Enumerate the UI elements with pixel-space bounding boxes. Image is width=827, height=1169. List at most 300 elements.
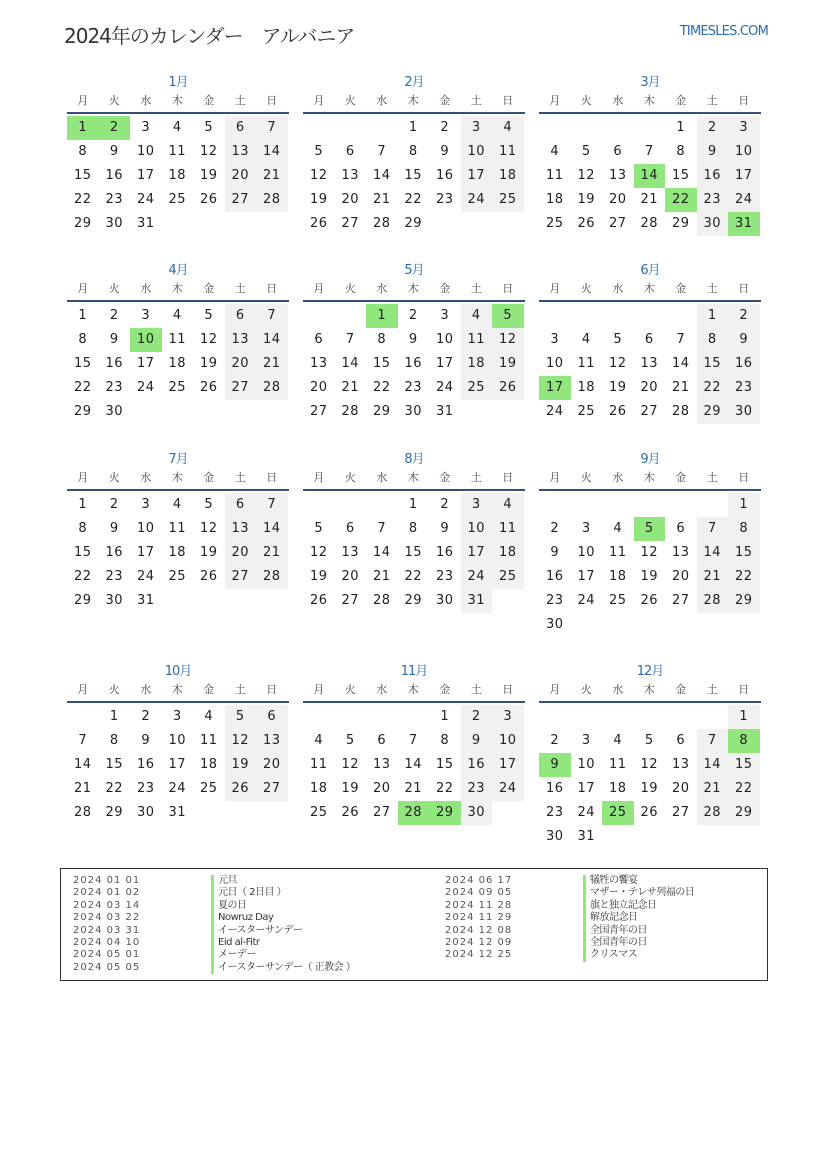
day-cell: 5	[314, 144, 324, 159]
day-cell: 22	[435, 781, 454, 796]
day-cell: 13	[608, 168, 627, 183]
day-cell: 27	[225, 376, 257, 400]
day-cell: 11	[309, 757, 328, 772]
day-cell: 24	[136, 380, 155, 395]
day-cell: 17	[461, 541, 493, 565]
empty-cell	[602, 493, 634, 517]
day-cell: 7	[256, 493, 288, 517]
empty-cell	[303, 705, 335, 729]
weekday-label: 木	[643, 683, 655, 696]
days-grid	[303, 304, 525, 424]
day-cell: 15	[105, 757, 124, 772]
day-cell: 22	[728, 565, 760, 589]
empty-cell	[697, 705, 729, 729]
day-cell: 14	[256, 517, 288, 541]
site-link[interactable]: TIMESLES.COM	[679, 24, 768, 39]
day-cell: 23	[545, 805, 564, 820]
weekday-label: 土	[470, 282, 482, 295]
empty-cell	[366, 493, 398, 517]
day-cell: 19	[199, 356, 218, 371]
day-cell: 12	[640, 545, 659, 560]
day-cell: 22	[404, 192, 423, 207]
day-cell: 15	[671, 168, 690, 183]
day-cell: 30	[697, 212, 729, 236]
day-cell: 23	[404, 380, 423, 395]
day-cell: 17	[728, 164, 760, 188]
weekday-header	[303, 281, 525, 302]
holiday-cell: 28	[398, 801, 430, 825]
day-cell: 8	[408, 521, 418, 536]
day-cell: 20	[640, 380, 659, 395]
day-cell: 29	[671, 216, 690, 231]
day-cell: 13	[256, 729, 288, 753]
day-cell: 17	[577, 781, 596, 796]
month-block	[539, 262, 761, 424]
day-cell: 4	[492, 116, 524, 140]
weekday-label: 土	[706, 94, 718, 107]
empty-cell	[303, 304, 335, 328]
day-cell: 27	[225, 565, 257, 589]
holiday-cell: 22	[665, 188, 697, 212]
weekday-label: 金	[675, 282, 687, 295]
day-cell: 17	[136, 545, 155, 560]
day-cell: 12	[199, 332, 218, 347]
day-cell: 27	[225, 188, 257, 212]
day-cell: 13	[372, 757, 391, 772]
day-cell: 22	[73, 192, 92, 207]
day-cell: 25	[461, 376, 493, 400]
legend-date: 2024 12 08	[445, 924, 513, 936]
legend-date: 2024 12 09	[445, 936, 513, 948]
empty-cell	[697, 493, 729, 517]
day-cell: 2	[550, 733, 560, 748]
empty-cell	[539, 493, 571, 517]
day-cell: 17	[136, 356, 155, 371]
day-cell: 24	[545, 404, 564, 419]
weekday-label: 木	[407, 282, 419, 295]
day-cell: 7	[78, 733, 88, 748]
day-cell: 28	[671, 404, 690, 419]
weekday-label: 日	[502, 94, 514, 107]
weekday-label: 金	[675, 471, 687, 484]
day-cell: 2	[440, 497, 450, 512]
day-cell: 19	[492, 352, 524, 376]
day-cell: 15	[73, 168, 92, 183]
day-cell: 20	[671, 781, 690, 796]
day-cell: 12	[341, 757, 360, 772]
weekday-label: 金	[203, 683, 215, 696]
day-cell: 25	[168, 380, 187, 395]
day-cell: 26	[199, 380, 218, 395]
holiday-cell: 9	[539, 753, 571, 777]
weekday-label: 金	[203, 282, 215, 295]
day-cell: 5	[644, 733, 654, 748]
day-cell: 16	[136, 757, 155, 772]
day-cell: 30	[136, 805, 155, 820]
day-cell: 17	[461, 164, 493, 188]
day-cell: 10	[545, 356, 564, 371]
weekday-label: 火	[108, 471, 120, 484]
day-cell: 4	[172, 120, 182, 135]
month-block	[67, 74, 289, 236]
weekday-label: 月	[77, 282, 89, 295]
day-cell: 23	[105, 569, 124, 584]
day-cell: 6	[613, 144, 623, 159]
day-cell: 7	[345, 332, 355, 347]
day-cell: 8	[408, 144, 418, 159]
day-cell: 10	[492, 729, 524, 753]
day-cell: 20	[225, 541, 257, 565]
weekday-label: 水	[140, 282, 152, 295]
day-cell: 16	[545, 569, 564, 584]
legend-date: 2024 03 31	[73, 924, 141, 936]
day-cell: 1	[109, 709, 119, 724]
day-cell: 28	[73, 805, 92, 820]
day-cell: 4	[314, 733, 324, 748]
day-cell: 30	[545, 829, 564, 844]
weekday-label: 金	[439, 683, 451, 696]
day-cell: 23	[435, 569, 454, 584]
weekday-label: 水	[140, 94, 152, 107]
day-cell: 7	[644, 144, 654, 159]
day-cell: 4	[172, 497, 182, 512]
day-cell: 11	[168, 144, 187, 159]
day-cell: 11	[492, 517, 524, 541]
day-cell: 8	[78, 332, 88, 347]
weekday-label: 水	[140, 471, 152, 484]
day-cell: 8	[728, 517, 760, 541]
day-cell: 10	[461, 517, 493, 541]
weekday-header	[303, 682, 525, 703]
day-cell: 25	[309, 805, 328, 820]
days-grid	[539, 116, 761, 236]
day-cell: 1	[676, 120, 686, 135]
day-cell: 18	[608, 781, 627, 796]
day-cell: 7	[256, 116, 288, 140]
weekday-label: 火	[344, 471, 356, 484]
day-cell: 17	[136, 168, 155, 183]
day-cell: 8	[697, 328, 729, 352]
day-cell: 30	[105, 404, 124, 419]
day-cell: 1	[697, 304, 729, 328]
legend-date: 2024 05 01	[73, 949, 141, 961]
day-cell: 12	[225, 729, 257, 753]
weekday-label: 月	[313, 683, 325, 696]
day-cell: 15	[404, 545, 423, 560]
day-cell: 25	[545, 216, 564, 231]
day-cell: 26	[341, 805, 360, 820]
day-cell: 10	[461, 140, 493, 164]
day-cell: 25	[577, 404, 596, 419]
day-cell: 4	[204, 709, 214, 724]
day-cell: 14	[256, 328, 288, 352]
weekday-label: 月	[77, 94, 89, 107]
day-cell: 19	[309, 192, 328, 207]
day-cell: 23	[435, 192, 454, 207]
day-cell: 16	[435, 168, 454, 183]
day-cell: 16	[461, 753, 493, 777]
legend-holiday-name: イースターサンデー	[211, 925, 303, 937]
weekday-label: 火	[344, 683, 356, 696]
day-cell: 1	[408, 497, 418, 512]
weekday-header	[303, 470, 525, 491]
day-cell: 31	[461, 589, 493, 613]
day-cell: 21	[671, 380, 690, 395]
day-cell: 2	[461, 705, 493, 729]
day-cell: 30	[105, 593, 124, 608]
day-cell: 9	[550, 545, 560, 560]
day-cell: 16	[545, 781, 564, 796]
weekday-header	[67, 93, 289, 114]
day-cell: 11	[168, 521, 187, 536]
day-cell: 11	[577, 356, 596, 371]
day-cell: 15	[435, 757, 454, 772]
empty-cell	[634, 304, 666, 328]
day-cell: 24	[136, 192, 155, 207]
day-cell: 26	[492, 376, 524, 400]
day-cell: 28	[256, 565, 288, 589]
month-name: 10月	[164, 664, 192, 679]
day-cell: 2	[550, 521, 560, 536]
weekday-label: 木	[171, 94, 183, 107]
weekday-label: 月	[549, 282, 561, 295]
month-name: 2月	[404, 75, 424, 90]
empty-cell	[67, 705, 99, 729]
weekday-label: 土	[234, 282, 246, 295]
day-cell: 20	[256, 753, 288, 777]
day-cell: 21	[640, 192, 659, 207]
day-cell: 24	[492, 777, 524, 801]
day-cell: 25	[168, 192, 187, 207]
day-cell: 13	[309, 356, 328, 371]
day-cell: 9	[109, 144, 119, 159]
day-cell: 13	[341, 545, 360, 560]
month-name: 7月	[168, 452, 188, 467]
weekday-label: 土	[470, 471, 482, 484]
day-cell: 29	[73, 216, 92, 231]
day-cell: 24	[577, 593, 596, 608]
day-cell: 11	[608, 757, 627, 772]
weekday-label: 金	[203, 94, 215, 107]
empty-cell	[571, 705, 603, 729]
weekday-label: 土	[234, 471, 246, 484]
day-cell: 28	[640, 216, 659, 231]
day-cell: 30	[728, 400, 760, 424]
day-cell: 23	[728, 376, 760, 400]
day-cell: 29	[697, 400, 729, 424]
empty-cell	[335, 493, 367, 517]
weekday-label: 火	[580, 683, 592, 696]
day-cell: 12	[199, 521, 218, 536]
day-cell: 31	[168, 805, 187, 820]
day-cell: 22	[728, 777, 760, 801]
weekday-label: 水	[140, 683, 152, 696]
day-cell: 16	[404, 356, 423, 371]
day-cell: 27	[341, 216, 360, 231]
day-cell: 18	[168, 356, 187, 371]
empty-cell	[571, 304, 603, 328]
day-cell: 9	[109, 521, 119, 536]
day-cell: 29	[728, 589, 760, 613]
day-cell: 28	[256, 188, 288, 212]
day-cell: 7	[697, 729, 729, 753]
empty-cell	[335, 304, 367, 328]
weekday-label: 木	[407, 683, 419, 696]
day-cell: 28	[372, 216, 391, 231]
day-cell: 24	[168, 781, 187, 796]
days-grid	[303, 116, 525, 236]
weekday-label: 木	[171, 683, 183, 696]
weekday-label: 火	[580, 94, 592, 107]
day-cell: 24	[577, 805, 596, 820]
month-name: 12月	[636, 664, 664, 679]
weekday-label: 火	[344, 94, 356, 107]
day-cell: 11	[545, 168, 564, 183]
day-cell: 7	[676, 332, 686, 347]
empty-cell	[398, 705, 430, 729]
holiday-cell: 29	[429, 801, 461, 825]
day-cell: 18	[492, 541, 524, 565]
day-cell: 4	[172, 308, 182, 323]
month-name: 8月	[404, 452, 424, 467]
weekday-label: 金	[675, 683, 687, 696]
page-title: 2024年のカレンダー アルバニア	[64, 24, 355, 48]
weekday-label: 月	[313, 94, 325, 107]
day-cell: 17	[435, 356, 454, 371]
days-grid	[539, 705, 761, 849]
day-cell: 8	[109, 733, 119, 748]
legend-date: 2024 12 25	[445, 949, 513, 961]
day-cell: 2	[440, 120, 450, 135]
month-block	[67, 451, 289, 613]
weekday-label: 木	[643, 471, 655, 484]
legend-holiday-name: クリスマス	[583, 949, 637, 961]
day-cell: 13	[341, 168, 360, 183]
day-cell: 21	[404, 781, 423, 796]
day-cell: 12	[309, 168, 328, 183]
legend-date: 2024 05 05	[73, 961, 141, 973]
legend-date: 2024 04 10	[73, 936, 141, 948]
weekday-header	[539, 281, 761, 302]
day-cell: 18	[309, 781, 328, 796]
day-cell: 16	[105, 168, 124, 183]
day-cell: 24	[435, 380, 454, 395]
weekday-label: 金	[439, 94, 451, 107]
weekday-label: 木	[643, 282, 655, 295]
empty-cell	[303, 116, 335, 140]
day-cell: 13	[225, 140, 257, 164]
day-cell: 16	[728, 352, 760, 376]
day-cell: 29	[73, 593, 92, 608]
weekday-label: 火	[108, 94, 120, 107]
day-cell: 28	[341, 404, 360, 419]
weekday-label: 日	[266, 94, 278, 107]
day-cell: 29	[728, 801, 760, 825]
empty-cell	[539, 304, 571, 328]
day-cell: 6	[644, 332, 654, 347]
day-cell: 21	[256, 541, 288, 565]
weekday-header	[67, 682, 289, 703]
day-cell: 9	[461, 729, 493, 753]
day-cell: 30	[545, 617, 564, 632]
day-cell: 21	[697, 565, 729, 589]
days-grid	[67, 116, 289, 236]
weekday-label: 土	[706, 471, 718, 484]
day-cell: 5	[225, 705, 257, 729]
day-cell: 19	[341, 781, 360, 796]
day-cell: 8	[377, 332, 387, 347]
weekday-label: 土	[234, 94, 246, 107]
day-cell: 27	[608, 216, 627, 231]
legend-date: 2024 11 29	[445, 912, 513, 924]
legend-date: 2024 03 22	[73, 912, 141, 924]
day-cell: 25	[199, 781, 218, 796]
day-cell: 1	[408, 120, 418, 135]
day-cell: 30	[105, 216, 124, 231]
legend-holiday-name: メーデー	[211, 949, 256, 961]
day-cell: 7	[377, 521, 387, 536]
day-cell: 11	[461, 328, 493, 352]
weekday-label: 月	[77, 683, 89, 696]
day-cell: 24	[461, 565, 493, 589]
weekday-label: 水	[612, 683, 624, 696]
day-cell: 26	[577, 216, 596, 231]
day-cell: 25	[168, 569, 187, 584]
legend-date: 2024 01 02	[73, 887, 141, 899]
day-cell: 16	[435, 545, 454, 560]
day-cell: 10	[435, 332, 454, 347]
holiday-cell: 2	[99, 116, 131, 140]
weekday-label: 火	[580, 471, 592, 484]
day-cell: 26	[640, 593, 659, 608]
day-cell: 12	[199, 144, 218, 159]
day-cell: 18	[461, 352, 493, 376]
weekday-header	[303, 93, 525, 114]
weekday-label: 水	[612, 282, 624, 295]
legend-date: 2024 01 01	[73, 875, 141, 886]
day-cell: 27	[671, 805, 690, 820]
day-cell: 3	[581, 521, 591, 536]
day-cell: 29	[372, 404, 391, 419]
empty-cell	[665, 493, 697, 517]
weekday-label: 水	[376, 282, 388, 295]
days-grid	[539, 304, 761, 424]
day-cell: 25	[492, 565, 524, 589]
day-cell: 2	[408, 308, 418, 323]
day-cell: 9	[440, 521, 450, 536]
day-cell: 9	[109, 332, 119, 347]
day-cell: 13	[671, 545, 690, 560]
day-cell: 8	[676, 144, 686, 159]
day-cell: 29	[105, 805, 124, 820]
empty-cell	[634, 116, 666, 140]
day-cell: 23	[461, 777, 493, 801]
weekday-header	[67, 470, 289, 491]
day-cell: 23	[697, 188, 729, 212]
weekday-header	[539, 93, 761, 114]
day-cell: 2	[109, 497, 119, 512]
day-cell: 8	[440, 733, 450, 748]
weekday-label: 土	[470, 94, 482, 107]
day-cell: 23	[105, 192, 124, 207]
day-cell: 21	[256, 164, 288, 188]
weekday-label: 金	[203, 471, 215, 484]
day-cell: 3	[141, 308, 151, 323]
day-cell: 26	[309, 593, 328, 608]
empty-cell	[665, 304, 697, 328]
weekday-label: 火	[344, 282, 356, 295]
day-cell: 1	[78, 308, 88, 323]
